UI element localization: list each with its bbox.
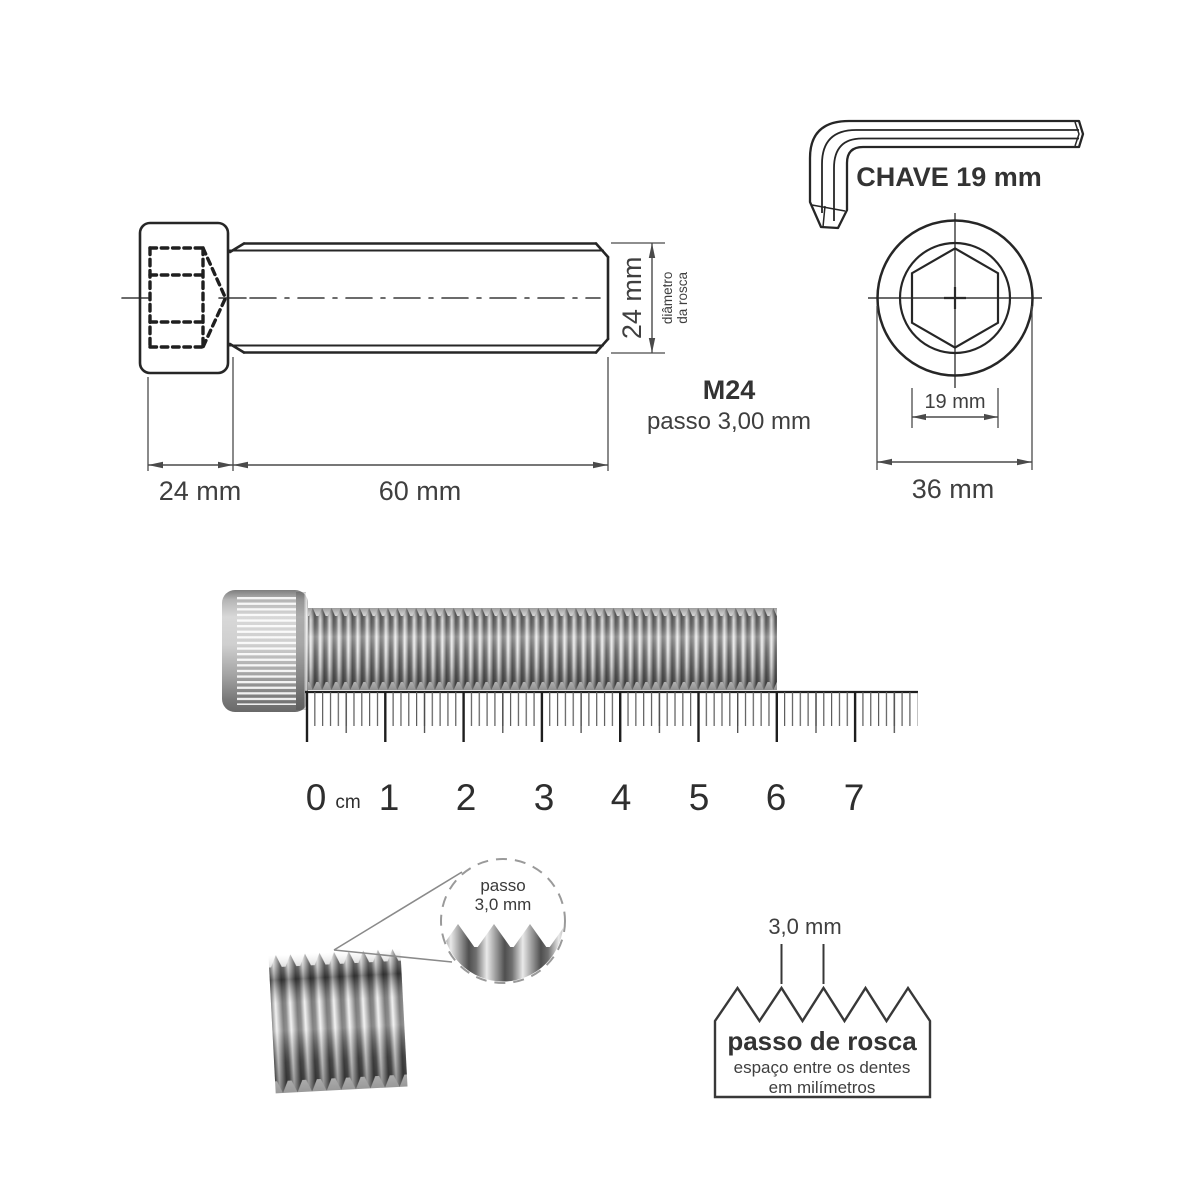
diameter-label: 24 mm xyxy=(617,256,648,340)
thread-length-label: 60 mm xyxy=(378,476,462,506)
ruler-number: 1 xyxy=(378,777,400,818)
magnifier-label-line1: passo xyxy=(480,876,526,895)
ruler-number: 5 xyxy=(688,777,710,818)
head-length-label: 24 mm xyxy=(158,476,242,506)
ruler-5mm-ticks xyxy=(307,692,918,733)
pitch-spec-label: passo 3,00 mm xyxy=(646,408,812,435)
pitch-dimension-label: 3,0 mm xyxy=(768,914,842,939)
wrench-label: CHAVE 19 mm xyxy=(856,162,1042,192)
ruler-number: 7 xyxy=(843,777,865,818)
ruler-number: 0 xyxy=(305,777,327,818)
diameter-note xyxy=(661,223,691,373)
magnifier-thread-peaks xyxy=(440,924,566,986)
magnifier-label-line2: 3,0 mm xyxy=(474,895,532,914)
head-diameter-label: 36 mm xyxy=(911,474,995,504)
side-view-drawing xyxy=(122,223,608,373)
side-view-dimensions xyxy=(148,243,665,471)
ruler-number: 6 xyxy=(765,777,787,818)
bolt-head-outline xyxy=(140,223,228,373)
diameter-note-line1: diâmetro xyxy=(660,271,676,325)
pitch-diagram-subtitle1: espaço entre os dentes xyxy=(733,1058,911,1077)
ruler-number: 3 xyxy=(533,777,555,818)
socket-size-label: 19 mm xyxy=(924,391,986,413)
thread-closeup-photo xyxy=(268,949,407,1094)
bolt-photo-knurling xyxy=(237,597,296,705)
ruler-number: 4 xyxy=(610,777,632,818)
top-view-arrows xyxy=(877,414,1032,465)
ruler-number: 2 xyxy=(455,777,477,818)
ruler xyxy=(305,692,918,742)
hex-socket-hidden-lines xyxy=(150,248,226,347)
diameter-note-line2: da rosca xyxy=(675,271,690,324)
pitch-diagram-subtitle2: em milímetros xyxy=(768,1078,876,1097)
side-view-arrows xyxy=(148,243,655,468)
thread-spec-label: M24 xyxy=(702,375,756,405)
ruler-unit-label: cm xyxy=(335,792,361,813)
head-top-view-drawing xyxy=(868,213,1042,388)
pitch-diagram-title: passo de rosca xyxy=(727,1026,917,1056)
